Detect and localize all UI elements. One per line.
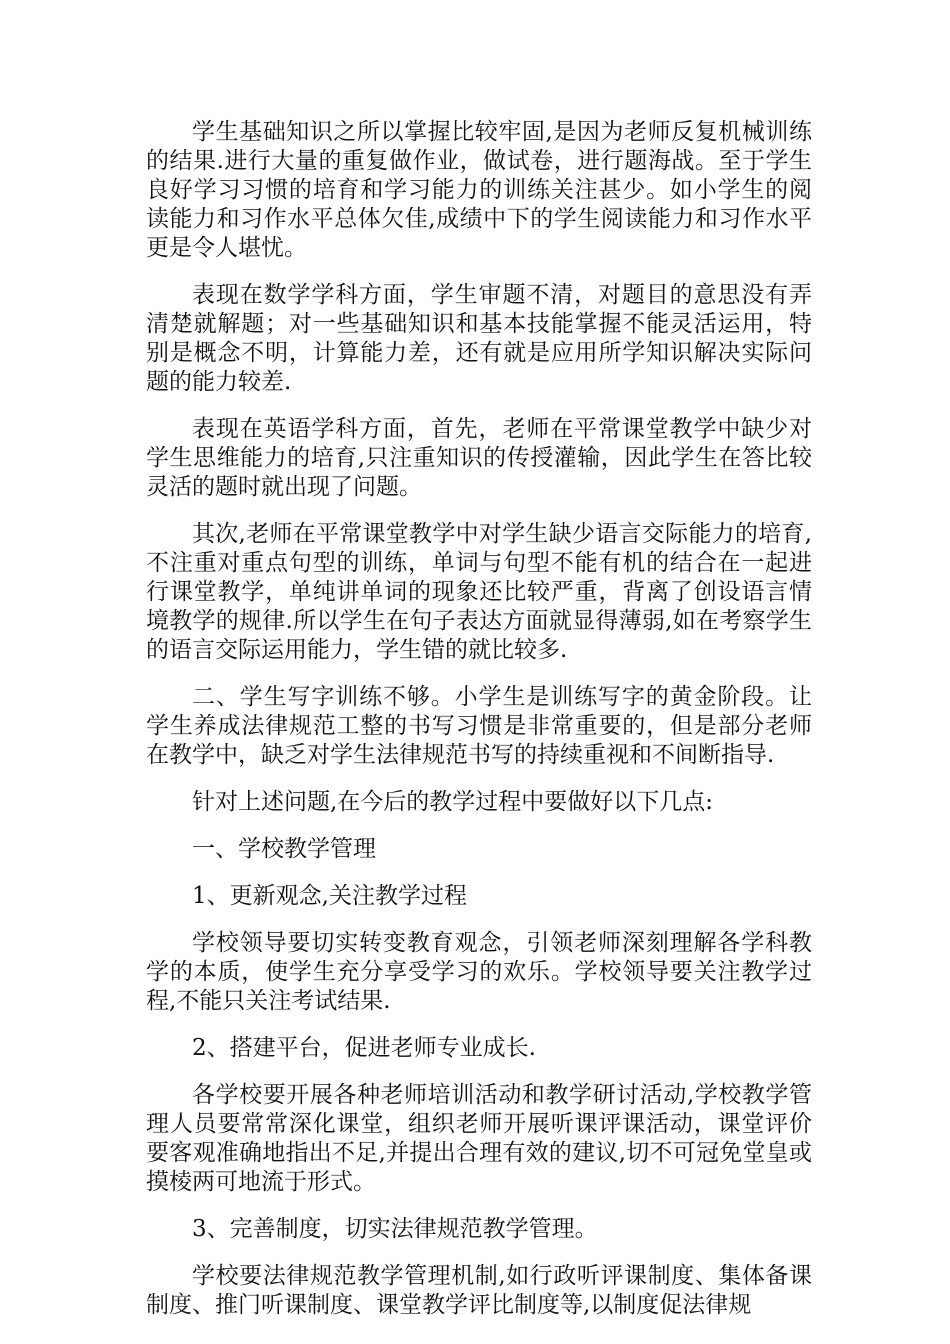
paragraph-4: 其次,老师在平常课堂教学中对学生缺少语言交际能力的培育,不注重对重点句型的训练，单词与句型不能有机的结合在一起进行课堂教学，单纯讲单词的现象还比较严重，背离了创设语言情境教学的规律.所以学生在句子表达方面就显得薄弱,如在考察学生的语言交际运用能力，学生错的就比较多. bbox=[146, 521, 812, 663]
paragraph-2: 表现在数学学科方面，学生审题不清，对题目的意思没有弄清楚就解题；对一些基础知识和基本技能掌握不能灵活运用，特别是概念不明，计算能力差，还有就是应用所学知识解决实际问题的能力较差. bbox=[146, 282, 812, 395]
paragraph-6: 针对上述问题,在今后的教学过程中要做好以下几点: bbox=[192, 789, 714, 815]
paragraph-7: 学校领导要切实转变教育观念，引领老师深刻理解各学科教学的本质，使学生充分享受学习的欢乐。学校领导要关注教学过程,不能只关注考试结果. bbox=[146, 930, 812, 1014]
paragraph-8: 各学校要开展各种老师培训活动和教学研讨活动,学校教学管理人员要常常深化课堂，组织老师开展听课评课活动，课堂评价要客观准确地指出不足,并提出合理有效的建议,切不可冠免堂皇或摸棱两可地流于形式。 bbox=[146, 1082, 812, 1195]
paragraph-3: 表现在英语学科方面，首先，老师在平常课堂教学中缺少对学生思维能力的培育,只注重知识的传授灌输，因此学生在答比较灵活的题时就出现了问题。 bbox=[146, 416, 812, 500]
document-body bbox=[146, 118, 812, 1338]
paragraph-5: 二、学生写字训练不够。小学生是训练写字的黄金阶段。让学生养成法律规范工整的书写习惯是非常重要的，但是部分老师在教学中，缺乏对学生法律规范书写的持续重视和不间断指导. bbox=[146, 684, 812, 768]
section-heading: 一、学校教学管理 bbox=[192, 836, 376, 862]
subheading-2: 2、搭建平台，促进老师专业成长. bbox=[192, 1035, 536, 1061]
paragraph-1: 学生基础知识之所以掌握比较牢固,是因为老师反复机械训练的结果.进行大量的重复做作业，做试卷，进行题海战。至于学生良好学习习惯的培育和学习能力的训练关注甚少。如小学生的阅读能力和习作水平总体欠佳,成绩中下的学生阅读能力和习作水平更是令人堪忧。 bbox=[146, 119, 812, 261]
subheading-3: 3、完善制度，切实法律规范教学管理。 bbox=[192, 1216, 598, 1242]
subheading-1: 1、更新观念,关注教学过程 bbox=[192, 883, 467, 909]
paragraph-9: 学校要法律规范教学管理机制,如行政听评课制度、集体备课制度、推门听课制度、课堂教学评比制度等,以制度促法律规 bbox=[146, 1263, 812, 1318]
